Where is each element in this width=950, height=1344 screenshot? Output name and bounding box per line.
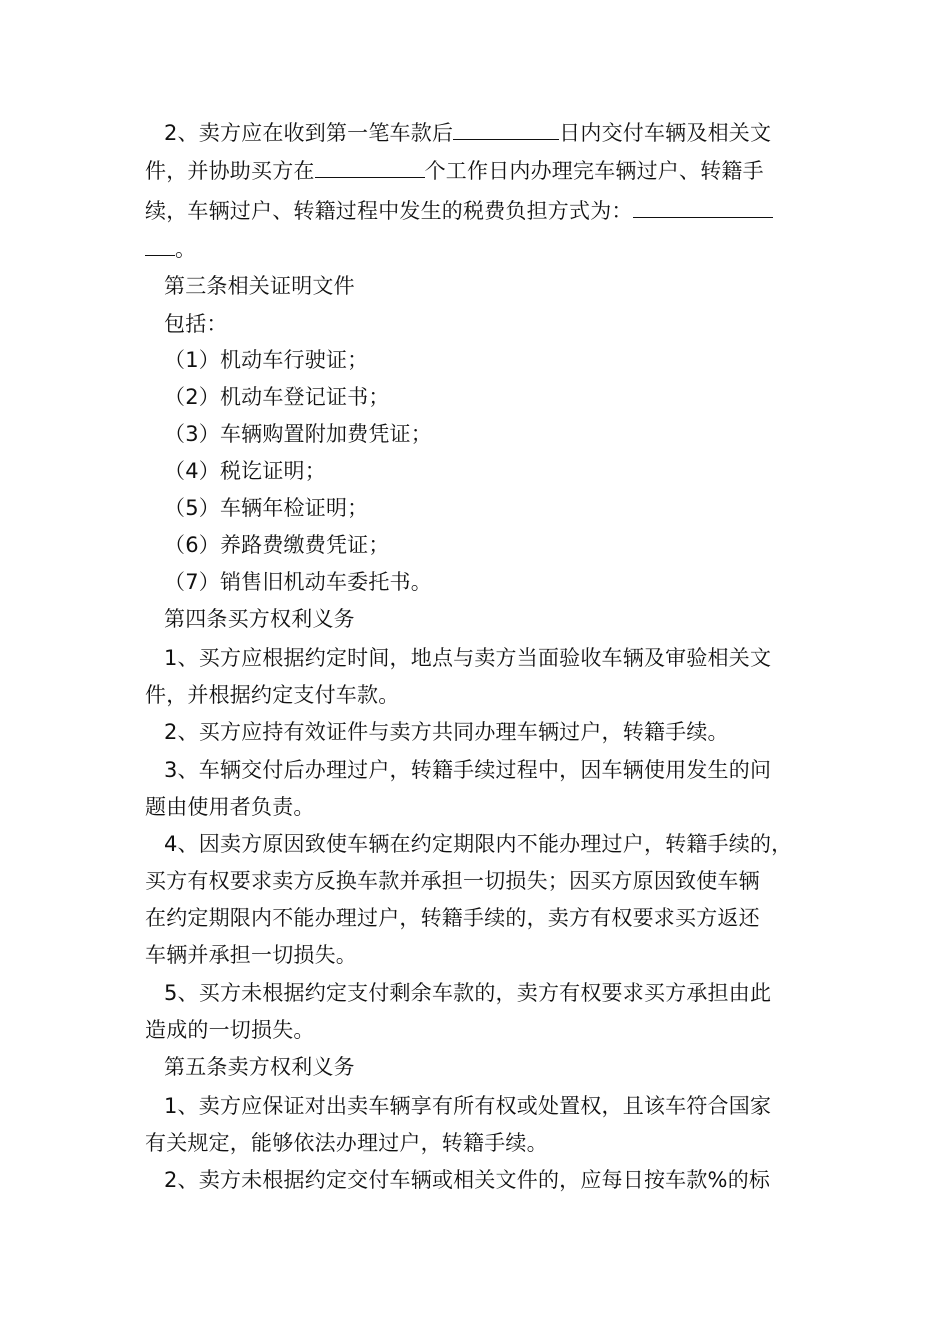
contract-line: 造成的一切损失。 [145, 1018, 315, 1042]
contract-line: 车辆并承担一切损失。 [145, 943, 357, 967]
contract-line: 在约定期限内不能办理过户，转籍手续的，卖方有权要求买方返还 [145, 906, 760, 930]
contract-line: 有关规定，能够依法办理过户，转籍手续。 [145, 1131, 548, 1155]
list-item: （6）养路费缴费凭证； [164, 533, 390, 557]
fill-in-blank [145, 231, 175, 256]
fill-in-blank [315, 153, 425, 178]
contract-line: 件，并协助买方在 个工作日内办理完车辆过户、转籍手 [145, 153, 764, 189]
article-heading: 第五条卖方权利义务 [164, 1055, 355, 1079]
list-item: （1）机动车行驶证； [164, 348, 369, 372]
list-item: （7）销售旧机动车委托书。 [164, 570, 432, 594]
contract-line: 包括： [164, 312, 228, 336]
list-item: （3）车辆购置附加费凭证； [164, 422, 432, 446]
contract-line: 。 [145, 231, 196, 267]
contract-line: 买方有权要求卖方反换车款并承担一切损失；因买方原因致使车辆 [145, 869, 760, 893]
list-item: （4）税讫证明； [164, 459, 326, 483]
list-item: （2）机动车登记证书； [164, 385, 390, 409]
fill-in-blank [633, 193, 773, 218]
contract-line: 1、卖方应保证对出卖车辆享有所有权或处置权，且该车符合国家 [164, 1094, 772, 1118]
list-item: （5）车辆年检证明； [164, 496, 369, 520]
contract-line: 件，并根据约定支付车款。 [145, 683, 400, 707]
article-heading: 第三条相关证明文件 [164, 274, 355, 298]
contract-line: 4、因卖方原因致使车辆在约定期限内不能办理过户，转籍手续的， [164, 832, 793, 856]
contract-line: 5、买方未根据约定支付剩余车款的，卖方有权要求买方承担由此 [164, 981, 772, 1005]
contract-line: 2、卖方应在收到第一笔车款后 日内交付车辆及相关文 [164, 115, 771, 151]
contract-line: 续，车辆过户、转籍过程中发生的税费负担方式为： [145, 193, 773, 229]
contract-line: 2、卖方未根据约定交付车辆或相关文件的，应每日按车款%的标 [164, 1168, 771, 1192]
contract-line: 1、买方应根据约定时间，地点与卖方当面验收车辆及审验相关文 [164, 646, 772, 670]
article-heading: 第四条买方权利义务 [164, 607, 355, 631]
contract-line: 3、车辆交付后办理过户，转籍手续过程中，因车辆使用发生的问 [164, 758, 772, 782]
fill-in-blank [453, 115, 559, 140]
contract-line: 2、买方应持有效证件与卖方共同办理车辆过户，转籍手续。 [164, 720, 729, 744]
contract-line: 题由使用者负责。 [145, 795, 315, 819]
